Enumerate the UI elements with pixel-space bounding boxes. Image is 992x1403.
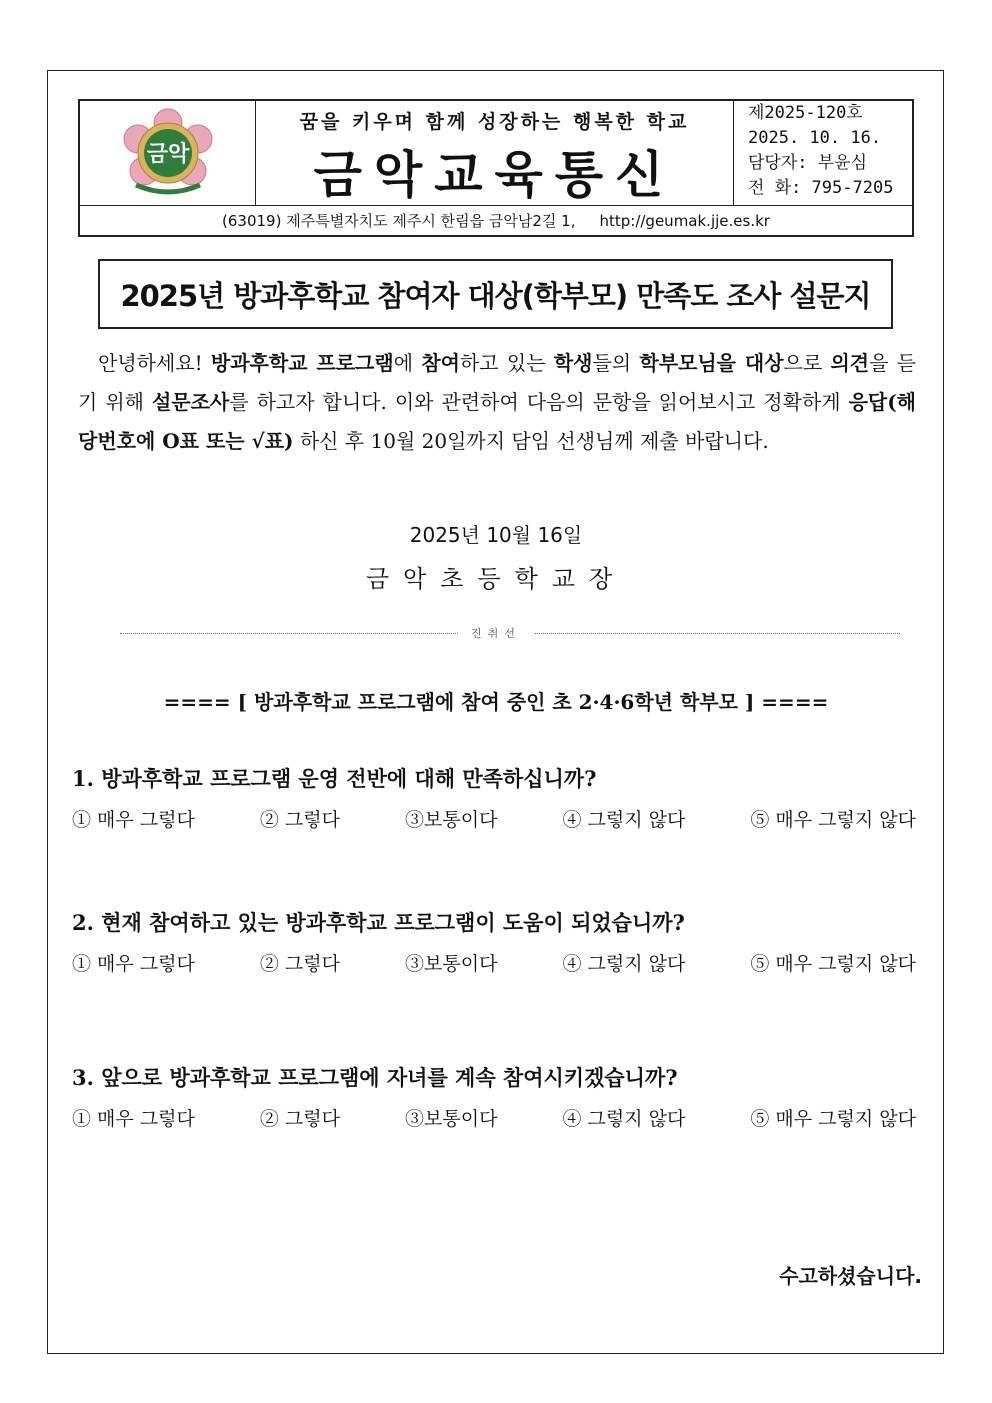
question-1 <box>72 763 922 832</box>
newsletter-header <box>78 99 914 237</box>
question-2 <box>72 907 922 976</box>
option-1[interactable]: ① 매우 그렇다 <box>72 809 195 831</box>
intro-text: 들의 <box>592 351 640 375</box>
option-2[interactable]: ② 그렇다 <box>259 1108 340 1130</box>
question-text: 2. 현재 참여하고 있는 방과후학교 프로그램이 도움이 되었습니까? <box>72 910 685 935</box>
newsletter-name: 금악교육통신 <box>313 146 676 204</box>
contact-person: 담당자: 부윤심 <box>748 153 868 173</box>
intro-emph: 참여 <box>421 351 460 375</box>
option-4[interactable]: ④ 그렇지 않다 <box>562 953 686 975</box>
intro-emph: 응답(해당번호에 O표 또는 √표) <box>78 390 916 453</box>
answer-options <box>72 805 922 832</box>
option-3[interactable]: ③보통이다 <box>405 809 498 831</box>
issue-date: 2025년 10월 16일 <box>409 523 583 547</box>
question-3 <box>72 1062 922 1131</box>
intro-emph: 방과후학교 프로그램 <box>210 351 394 375</box>
option-3[interactable]: ③보통이다 <box>405 953 498 975</box>
logo-cell <box>80 101 256 205</box>
contact-phone: 전 화: 795-7205 <box>748 178 894 198</box>
target-group: ==== [ 방과후학교 프로그램에 참여 중인 초 2·4·6학년 학부모 ] ==== <box>163 690 829 714</box>
school-address: (63019) 제주특별자치도 제주시 한림읍 금악남2길 1, <box>222 212 576 230</box>
intro-emph: 설문조사 <box>151 390 230 414</box>
address-row <box>80 205 912 235</box>
question-text: 1. 방과후학교 프로그램 운영 전반에 대해 만족하십니까? <box>72 766 597 791</box>
intro-text: 를 하고자 합니다. 이와 관련하여 다음의 문항을 읽어보시고 정확하게 <box>229 390 849 414</box>
option-2[interactable]: ② 그렇다 <box>259 809 340 831</box>
option-5[interactable]: ⑤ 매우 그렇지 않다 <box>750 953 916 975</box>
school-motto: 꿈을 키우며 함께 성장하는 행복한 학교 <box>299 111 690 133</box>
option-5[interactable]: ⑤ 매우 그렇지 않다 <box>750 1108 916 1130</box>
intro-text: 하고 있는 <box>459 351 554 375</box>
intro-text: 을 듣기 위해 <box>78 351 917 414</box>
title-cell <box>256 101 734 205</box>
doc-date: 2025. 10. 16. <box>748 128 882 148</box>
doc-info-cell <box>734 101 912 205</box>
intro-text: 으로 <box>783 351 831 375</box>
cut-line-label: 진취선 <box>458 625 534 641</box>
school-head: 금악초등학교장 <box>365 565 627 593</box>
intro-emph: 학부모님을 대상 <box>639 351 784 375</box>
intro-emph: 의견 <box>830 351 870 375</box>
intro-text: 하신 후 10월 20일까지 담임 선생님께 제출 바랍니다. <box>293 429 769 453</box>
school-website[interactable]: http://geumak.jje.es.kr <box>599 211 770 230</box>
intro-text: 안녕하세요! <box>98 351 211 375</box>
intro-emph: 학생 <box>553 351 593 375</box>
intro-paragraph <box>78 344 916 461</box>
doc-number: 제2025-120호 <box>748 103 863 123</box>
option-4[interactable]: ④ 그렇지 않다 <box>562 1108 686 1130</box>
school-logo-icon <box>116 107 220 199</box>
option-3[interactable]: ③보통이다 <box>405 1108 498 1130</box>
option-2[interactable]: ② 그렇다 <box>259 953 340 975</box>
option-5[interactable]: ⑤ 매우 그렇지 않다 <box>750 809 916 831</box>
option-1[interactable]: ① 매우 그렇다 <box>72 953 195 975</box>
answer-options <box>72 1104 922 1131</box>
question-text: 3. 앞으로 방과후학교 프로그램에 자녀를 계속 참여시키겠습니까? <box>72 1065 678 1090</box>
logo-text: 금악 <box>146 142 190 167</box>
intro-text: 에 <box>393 351 422 375</box>
survey-title: 2025년 방과후학교 참여자 대상(학부모) 만족도 조사 설문지 <box>98 259 893 329</box>
option-1[interactable]: ① 매우 그렇다 <box>72 1108 195 1130</box>
closing-text: 수고하셨습니다. <box>779 1264 922 1288</box>
option-4[interactable]: ④ 그렇지 않다 <box>562 809 686 831</box>
answer-options <box>72 949 922 976</box>
